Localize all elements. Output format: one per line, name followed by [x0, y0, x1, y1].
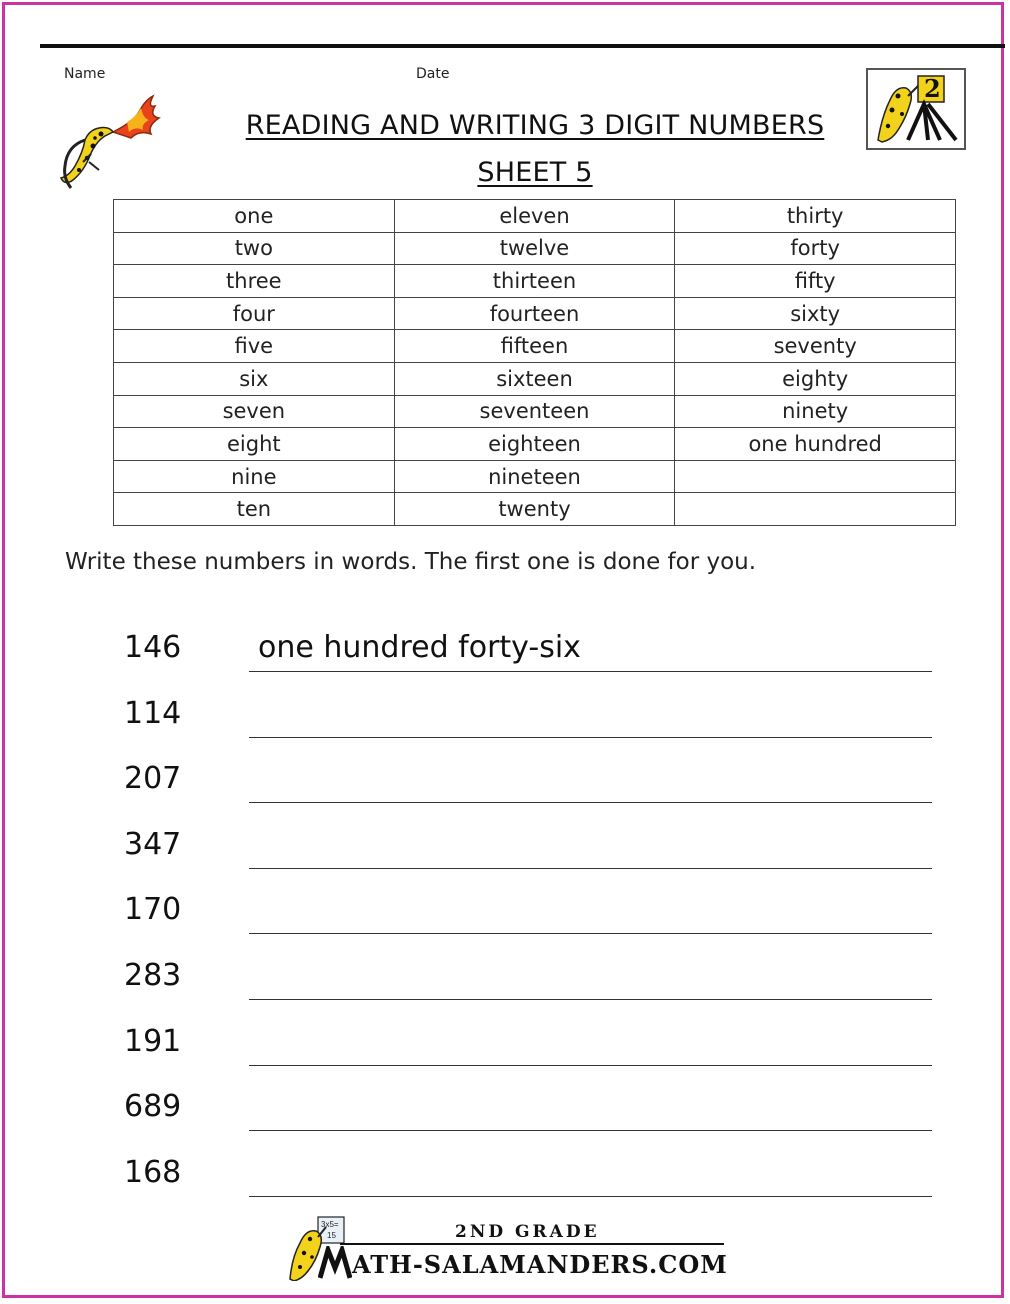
table-cell: thirteen — [394, 265, 675, 298]
answer-line[interactable] — [249, 999, 932, 1000]
table-cell: eighty — [675, 362, 956, 395]
table-cell: sixteen — [394, 362, 675, 395]
problem-number: 114 — [124, 695, 182, 731]
table-cell: three — [114, 265, 395, 298]
table-cell: ninety — [675, 395, 956, 428]
salamander-at-board-icon — [868, 70, 964, 148]
table-cell: twenty — [394, 493, 675, 526]
footer-m-icon — [318, 1246, 352, 1280]
problem-number: 283 — [124, 958, 182, 993]
table-cell: eighteen — [394, 428, 675, 461]
answer-line[interactable] — [249, 737, 932, 738]
problem-row — [0, 696, 1010, 762]
grade-badge-number: 2 — [924, 74, 941, 103]
board-text-top: 3x5= — [321, 1220, 339, 1229]
header-rule — [40, 44, 1005, 48]
table-row — [114, 232, 956, 265]
problem-row — [0, 630, 1010, 696]
problem-row — [0, 1024, 1010, 1090]
table-cell: nineteen — [394, 460, 675, 493]
grade-logo — [866, 68, 966, 150]
problem-row — [0, 892, 1010, 958]
table-row — [114, 265, 956, 298]
table-cell: eleven — [394, 200, 675, 233]
table-cell: fifty — [675, 265, 956, 298]
table-cell — [675, 493, 956, 526]
table-cell: five — [114, 330, 395, 363]
table-cell: seventy — [675, 330, 956, 363]
footer-grade-text: 2ND GRADE — [455, 1222, 600, 1242]
table-cell: forty — [675, 232, 956, 265]
footer-site-text: ATH-SALAMANDERS.COM — [352, 1250, 728, 1279]
table-row — [114, 362, 956, 395]
problem-number: 689 — [124, 1089, 182, 1125]
problem-row — [0, 958, 1010, 1024]
problem-number: 146 — [124, 630, 182, 665]
date-label: Date — [416, 66, 450, 82]
table-cell — [675, 460, 956, 493]
answer-line[interactable] — [249, 1130, 932, 1131]
table-cell: seven — [114, 395, 395, 428]
number-words-table — [113, 199, 956, 526]
problem-row — [0, 1089, 1010, 1155]
answer-line[interactable] — [249, 1065, 932, 1066]
answer-line[interactable] — [249, 1196, 932, 1197]
answer-line[interactable] — [249, 933, 932, 934]
problem-number: 347 — [124, 826, 182, 862]
table-cell: eight — [114, 428, 395, 461]
table-cell: nine — [114, 460, 395, 493]
problem-number: 191 — [124, 1023, 182, 1059]
answer-line[interactable] — [249, 671, 932, 672]
table-row — [114, 460, 956, 493]
table-cell: twelve — [394, 232, 675, 265]
table-cell: fifteen — [394, 330, 675, 363]
table-row — [114, 493, 956, 526]
answer-line[interactable] — [249, 802, 932, 803]
table-cell: six — [114, 362, 395, 395]
answer-line[interactable] — [249, 868, 932, 869]
table-cell: one — [114, 200, 395, 233]
problem-number: 207 — [124, 761, 182, 797]
answer-text[interactable]: one hundred forty-six — [258, 630, 581, 665]
table-cell: thirty — [675, 200, 956, 233]
problem-row — [0, 761, 1010, 827]
table-row — [114, 200, 956, 233]
table-cell: sixty — [675, 297, 956, 330]
name-label: Name — [64, 66, 106, 82]
table-row — [114, 297, 956, 330]
instructions-text: Write these numbers in words. The first one is done for you. — [65, 549, 757, 575]
problem-row — [0, 827, 1010, 893]
table-row — [114, 395, 956, 428]
table-cell: one hundred — [675, 428, 956, 461]
worksheet-subtitle: SHEET 5 — [477, 157, 593, 188]
table-row — [114, 330, 956, 363]
problem-number: 170 — [124, 892, 182, 928]
footer-rule — [340, 1243, 724, 1245]
table-cell: seventeen — [394, 395, 675, 428]
salamander-logo-left — [55, 92, 165, 192]
table-row — [114, 428, 956, 461]
table-cell: ten — [114, 493, 395, 526]
problem-number: 168 — [124, 1154, 182, 1190]
worksheet-title: READING AND WRITING 3 DIGIT NUMBERS — [245, 110, 825, 141]
problem-row — [0, 1155, 1010, 1221]
table-cell: fourteen — [394, 297, 675, 330]
table-cell: four — [114, 297, 395, 330]
board-text-bottom: 15 — [327, 1231, 336, 1240]
table-cell: two — [114, 232, 395, 265]
